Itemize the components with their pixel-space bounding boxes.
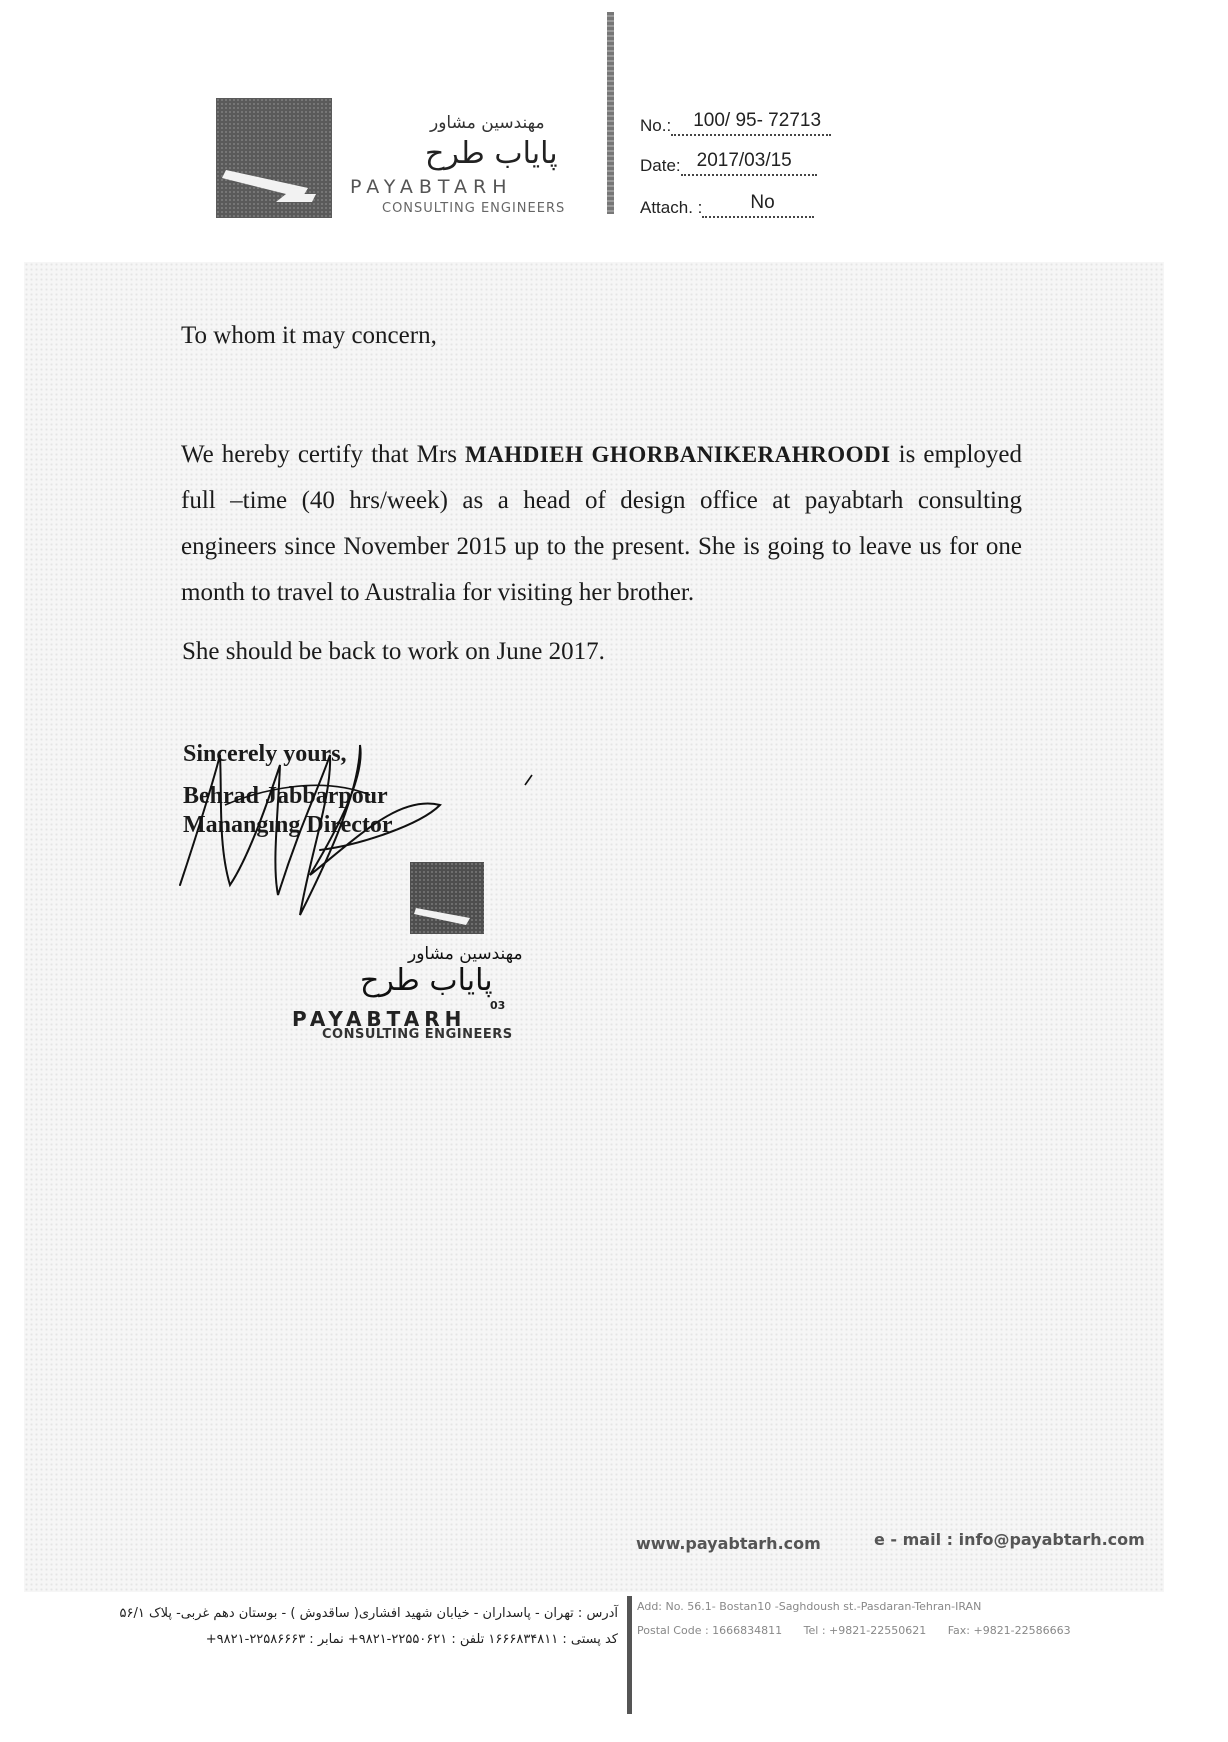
persian-address: آدرس : تهران - پاسداران - خیابان شهید افشاری( ساقدوش ) - بوستان دهم غربی- پلاک ۵۶/۱ bbox=[119, 1606, 618, 1621]
postal-code: Postal Code : 1666834811 bbox=[637, 1624, 783, 1637]
date-row bbox=[640, 150, 817, 176]
stamp-persian-subtitle: مهندسین مشاور bbox=[408, 944, 523, 964]
stamp-persian-name: پایاب طرح bbox=[360, 963, 493, 998]
attachment-label: Attach. : bbox=[640, 198, 703, 217]
logo-swoosh-icon bbox=[216, 98, 332, 218]
signer-title: Manangıng Director bbox=[183, 812, 393, 838]
fax: Fax: +9821-22586663 bbox=[947, 1624, 1071, 1637]
reference-number-row bbox=[640, 110, 831, 136]
brand-english-subtitle: CONSULTING ENGINEERS bbox=[382, 201, 566, 216]
employee-name: MAHDIEH GHORBANIKERAHROODI bbox=[464, 442, 891, 467]
attachment-value: No bbox=[750, 192, 775, 213]
brand-persian-subtitle: مهندسین مشاور bbox=[430, 113, 545, 133]
stamp-swoosh-icon bbox=[410, 862, 484, 934]
date-value: 2017/03/15 bbox=[696, 150, 792, 171]
reference-number-value: 100/ 95- 72713 bbox=[693, 110, 822, 131]
attachment-row bbox=[640, 192, 814, 218]
signer-name: Behrad Jabbarpour bbox=[183, 783, 388, 809]
date-label: Date: bbox=[640, 156, 681, 175]
return-note: She should be back to work on June 2017. bbox=[182, 638, 605, 665]
english-contact bbox=[637, 1624, 1089, 1637]
handwritten-signature bbox=[160, 735, 560, 935]
brand-english-name: PAYABTARH bbox=[350, 176, 513, 198]
paragraph-body: is employed full –time (40 hrs/week) as a head of design office at payabtarh consulting engineers since November 2015 up to the present. She is going to leave us for one month to travel to Australia for visiting her brother. bbox=[181, 441, 1022, 606]
stamp-english-name: PAYABTARH bbox=[292, 1007, 467, 1031]
certification-paragraph bbox=[181, 432, 1022, 616]
stamp-number: 03 bbox=[490, 999, 506, 1012]
stamp-english-subtitle: CONSULTING ENGINEERS bbox=[322, 1027, 513, 1042]
paragraph-intro: We hereby certify that Mrs bbox=[181, 441, 465, 468]
salutation: To whom it may concern, bbox=[181, 322, 437, 349]
closing-line: Sincerely yours, bbox=[183, 741, 347, 767]
footer-divider bbox=[627, 1596, 632, 1714]
header-divider bbox=[607, 12, 614, 214]
reference-number-label: No.: bbox=[640, 116, 672, 135]
brand-persian-name: پایاب طرح bbox=[425, 136, 558, 171]
website-link[interactable]: www.payabtarh.com bbox=[636, 1534, 821, 1553]
stamp-logo bbox=[410, 862, 484, 934]
email-link[interactable]: e - mail : info@payabtarh.com bbox=[874, 1530, 1145, 1549]
telephone: Tel : +9821-22550621 bbox=[803, 1624, 927, 1637]
persian-contact: کد پستی : ۱۶۶۶۸۳۴۸۱۱ تلفن : ۲۲۵۵۰۶۲۱-۹۸۲۱+ نمابر : ۲۲۵۸۶۶۶۳-۹۸۲۱+ bbox=[205, 1632, 618, 1647]
english-address: Add: No. 56.1- Bostan10 -Saghdoush st.-Pasdaran-Tehran-IRAN bbox=[637, 1600, 982, 1613]
company-logo bbox=[216, 98, 332, 218]
